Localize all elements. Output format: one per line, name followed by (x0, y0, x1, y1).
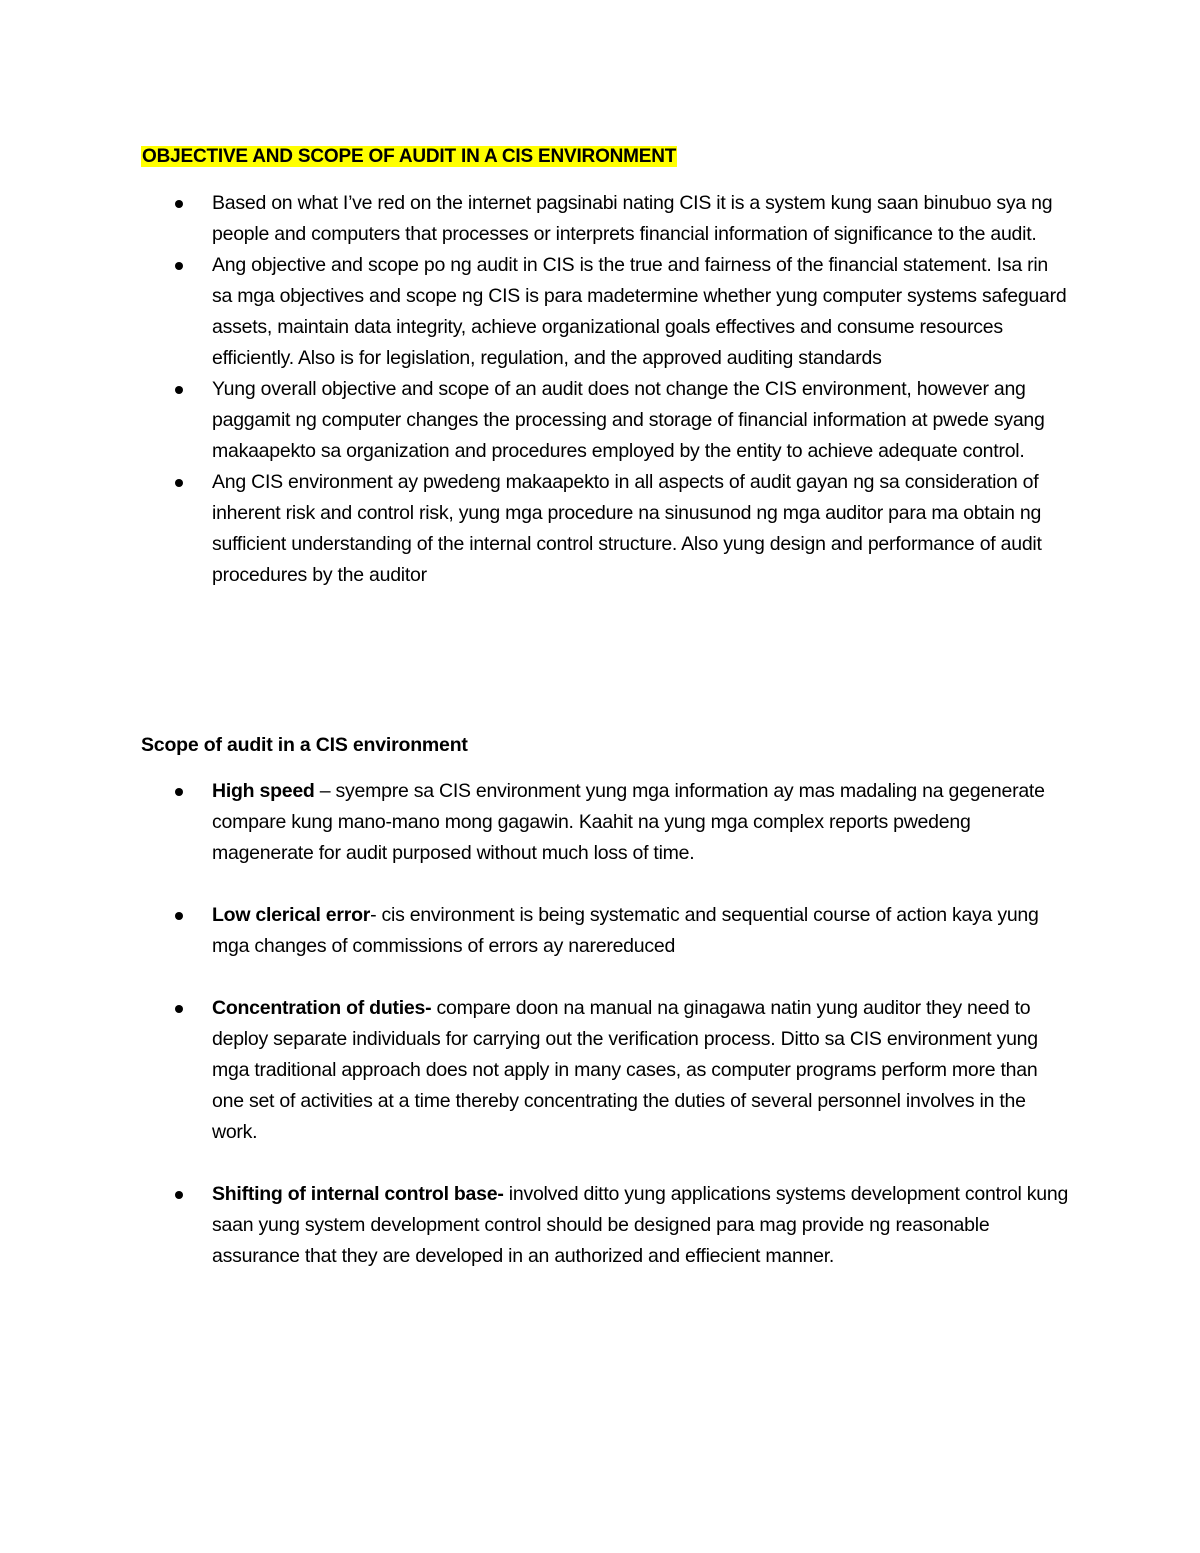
list-item (0, 467, 1072, 591)
list-item (0, 374, 1072, 467)
list-item (0, 993, 1072, 1148)
bullet-icon (175, 200, 183, 208)
highlighted-heading-text: OBJECTIVE AND SCOPE OF AUDIT IN A CIS ENVIRONMENT (142, 146, 677, 167)
bullet-icon (175, 912, 183, 920)
list-item-term: High speed (212, 780, 315, 802)
bullet-icon (175, 262, 183, 270)
bullet-icon (175, 386, 183, 394)
bullet-icon (175, 479, 183, 487)
list-item (0, 776, 1072, 869)
list-item-term: Shifting of internal control base- (212, 1183, 504, 1205)
list-item (0, 900, 1072, 962)
list-item-text: - cis environment is being systematic and sequential course of action kaya yung mga changes of commissions of errors ay narereduced (212, 904, 1039, 957)
list-item-text: Ang CIS environment ay pwedeng makaapekto in all aspects of audit gayan ng sa consideration of inherent risk and control risk, yung mga procedure na sinusunod ng mga auditor para ma obtain ng sufficient understanding of the internal control structure. Also yung design and performance of audit procedures by the auditor (212, 471, 1042, 586)
scope-bullet-list (0, 776, 1072, 1303)
list-item-text: Based on what I’ve red on the internet pagsinabi nating CIS it is a system kung saan binubuo sya ng people and computers that processes or interprets financial information of significance to the audit. (212, 192, 1053, 245)
list-item (0, 188, 1072, 250)
list-item-text: involved ditto yung applications systems development control kung saan yung system development control should be designed para mag provide ng reasonable assurance that they are developed in an authorized and effiecient manner. (212, 1183, 1069, 1267)
list-item-text: Ang objective and scope po ng audit in CIS is the true and fairness of the financial statement. Isa rin sa mga objectives and scope ng CIS is para madetermine whether yung computer systems safeguard assets, maintain data integrity, achieve organizational goals effectives and consume resources efficiently. Also is for legislation, regulation, and the approved auditing standards (212, 254, 1067, 369)
list-item-text: – syempre sa CIS environment yung mga information ay mas madaling na gegenerate compare kung mano-mano mong gagawin. Kaahit na yung mga complex reports pwedeng magenerate for audit purposed without much loss of time. (212, 780, 1045, 864)
bullet-icon (175, 1005, 183, 1013)
document-heading (141, 143, 677, 171)
bullet-icon (175, 788, 183, 796)
list-item-term: Low clerical error (212, 904, 371, 926)
list-item-text: Yung overall objective and scope of an audit does not change the CIS environment, however ang paggamit ng computer changes the processing and storage of financial information at pwede syang makaapekto sa organization and procedures employed by the entity to achieve adequate control. (212, 378, 1045, 462)
list-item-term: Concentration of duties- (212, 997, 432, 1019)
objective-bullet-list (0, 188, 1072, 591)
scope-heading: Scope of audit in a CIS environment (141, 734, 468, 756)
bullet-icon (175, 1191, 183, 1199)
list-item-text: compare doon na manual na ginagawa natin yung auditor they need to deploy separate individuals for carrying out the verification process. Ditto sa CIS environment yung mga traditional approach does not apply in many cases, as computer programs perform more than one set of activities at a time thereby concentrating the duties of several personnel involves in the work. (212, 997, 1038, 1143)
list-item (0, 1179, 1072, 1272)
list-item (0, 250, 1072, 374)
